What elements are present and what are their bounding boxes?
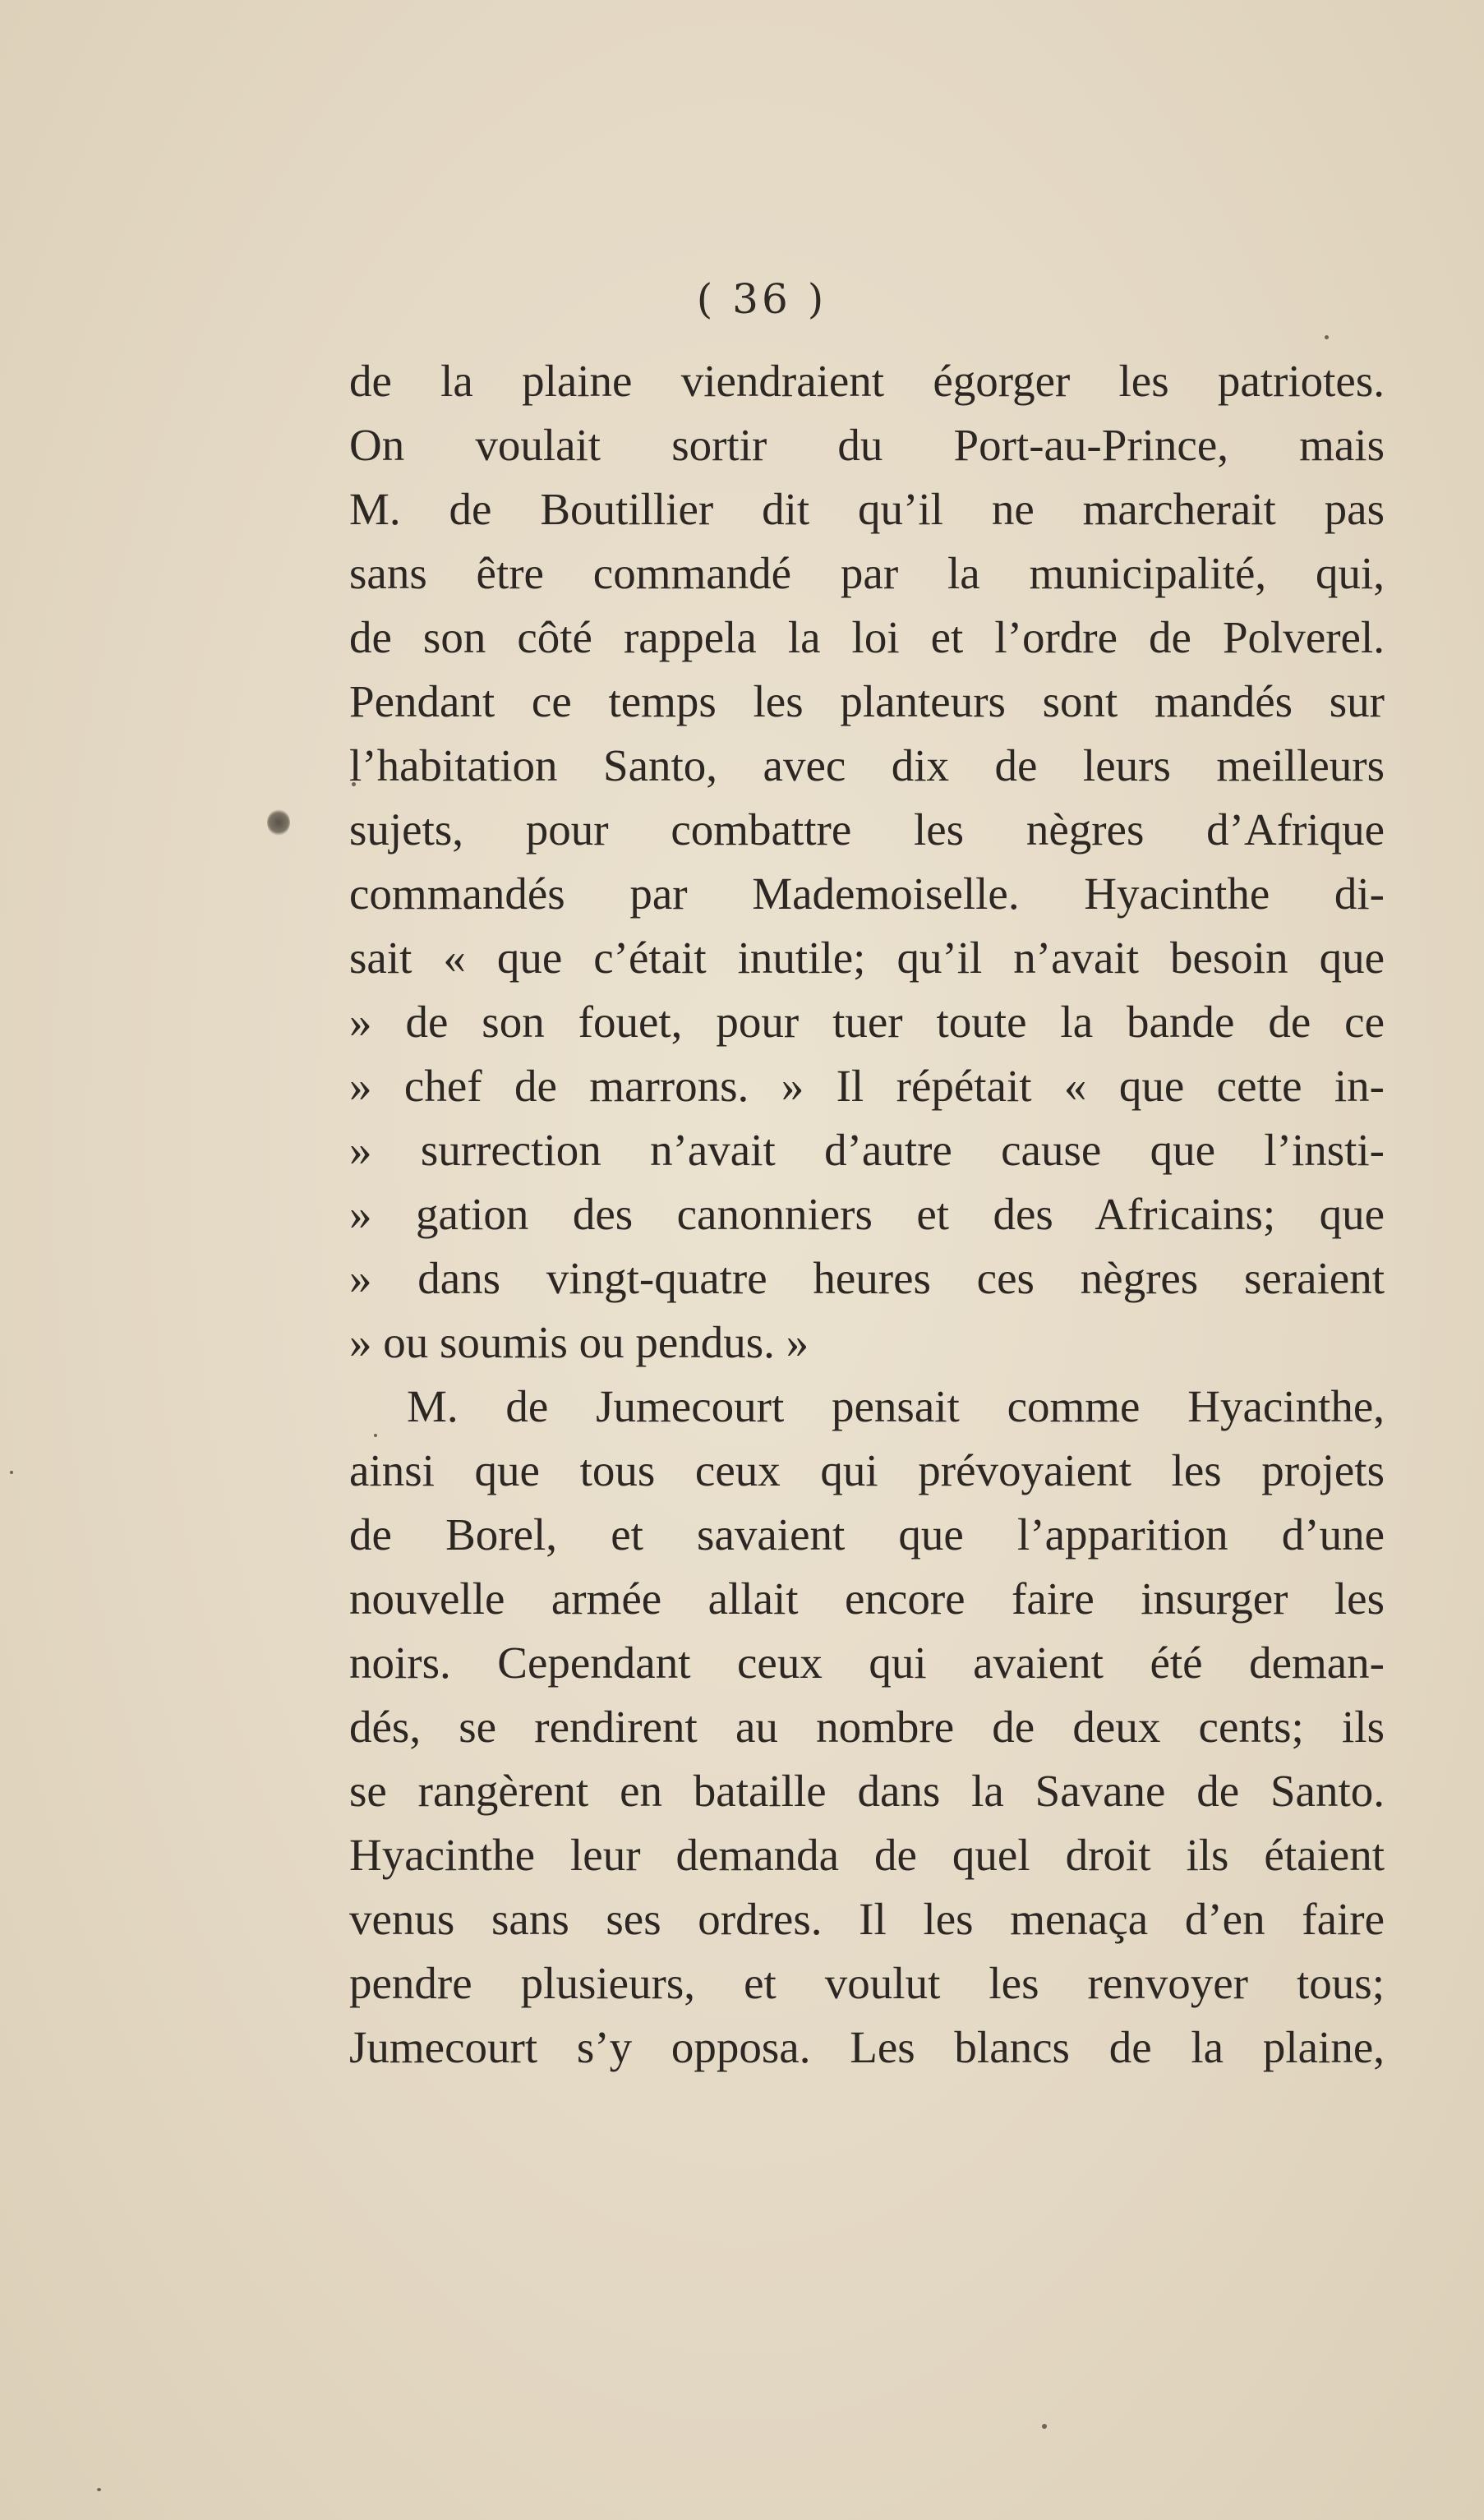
text-line: Pendant ce temps les planteurs sont mandés sur (349, 676, 1385, 726)
text-line: commandés par Mademoiselle. Hyacinthe di- (349, 868, 1385, 919)
text-line: » dans vingt-quatre heures ces nègres seraient (349, 1253, 1385, 1303)
text-line: » surrection n’avait d’autre cause que l’insti- (349, 1125, 1385, 1175)
body-text (349, 349, 1385, 2080)
text-line: » de son fouet, pour tuer toute la bande de ce (349, 997, 1385, 1047)
text-line: Jumecourt s’y opposa. Les blancs de la plaine, (349, 2022, 1385, 2072)
paper-speck (1042, 2424, 1047, 2429)
text-line: On voulait sortir du Port-au-Prince, mais (349, 420, 1385, 470)
text-line: ainsi que tous ceux qui prévoyaient les projets (349, 1445, 1385, 1495)
text-line: » gation des canonniers et des Africains; que (349, 1189, 1385, 1239)
text-line: M. de Boutillier dit qu’il ne marcherait pas (349, 484, 1385, 534)
text-line: nouvelle armée allait encore faire insurger les (349, 1573, 1385, 1624)
text-line: de la plaine viendraient égorger les patriotes. (349, 356, 1385, 406)
text-line: » chef de marrons. » Il répétait « que cette in- (349, 1061, 1385, 1111)
paper-speck (97, 2488, 101, 2491)
text-line: se rangèrent en bataille dans la Savane de Santo. (349, 1766, 1385, 1816)
text-line: M. de Jumecourt pensait comme Hyacinthe, (407, 1381, 1385, 1431)
text-line: venus sans ses ordres. Il les menaça d’en faire (349, 1894, 1385, 1944)
text-line: noirs. Cependant ceux qui avaient été deman- (349, 1638, 1385, 1688)
ink-blot (267, 809, 290, 836)
paper-speck (1325, 335, 1329, 339)
page-number: ( 36 ) (696, 275, 827, 323)
text-line: » ou soumis ou pendus. » (349, 1317, 809, 1367)
text-line: l’habitation Santo, avec dix de leurs meilleurs (349, 740, 1385, 790)
text-line: sans être commandé par la municipalité, qui, (349, 548, 1385, 598)
text-line: Hyacinthe leur demanda de quel droit ils étaient (349, 1830, 1385, 1880)
text-line: de son côté rappela la loi et l’ordre de Polverel. (349, 612, 1385, 662)
text-line: de Borel, et savaient que l’apparition d’une (349, 1509, 1385, 1559)
text-line: sait « que c’était inutile; qu’il n’avait besoin que (349, 933, 1385, 983)
paper-speck (10, 1471, 13, 1474)
text-line: pendre plusieurs, et voulut les renvoyer tous; (349, 1958, 1385, 2008)
text-line: sujets, pour combattre les nègres d’Afrique (349, 804, 1385, 855)
text-line: dés, se rendirent au nombre de deux cents; ils (349, 1702, 1385, 1752)
